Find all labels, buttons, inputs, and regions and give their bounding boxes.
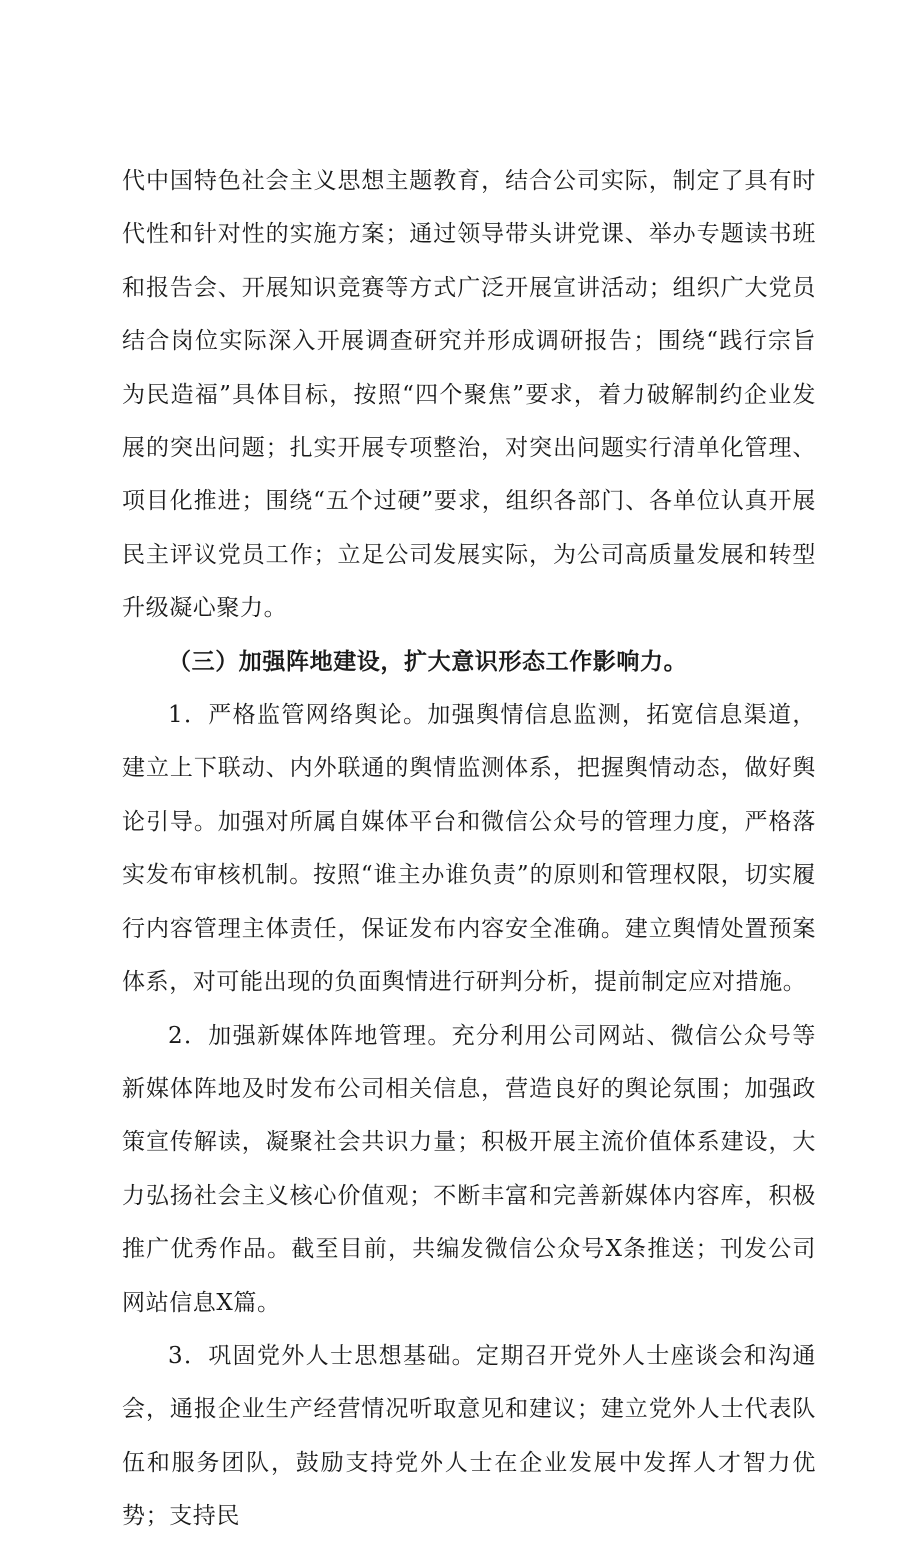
paragraph-item-2: 2．加强新媒体阵地管理。充分利用公司网站、微信公众号等新媒体阵地及时发布公司相关信息，营造良好的舆论氛围；加强政策宣传解读，凝聚社会共识力量；积极开展主流价值体系建设，大力弘扬社会主义核心价值观；不断丰富和完善新媒体内容库，积极推广优秀作品。截至目前，共编发微信公众号X条推送；刊发公司网站信息X篇。 — [122, 1022, 816, 1316]
paragraph-item-3: 3．巩固党外人士思想基础。定期召开党外人士座谈会和沟通会，通报企业生产经营情况听取意见和建议；建立党外人士代表队伍和服务团队，鼓励支持党外人士在企业发展中发挥人才智力优势；支持民 — [122, 1342, 816, 1530]
section-heading: （三）加强阵地建设，扩大意识形态工作影响力。 — [168, 648, 688, 675]
document-body — [122, 155, 816, 1544]
paragraph-continuation: 代中国特色社会主义思想主题教育，结合公司实际，制定了具有时代性和针对性的实施方案；通过领导带头讲党课、举办专题读书班和报告会、开展知识竞赛等方式广泛开展宣讲活动；组织广大党员结合岗位实际深入开展调查研究并形成调研报告；围绕“践行宗旨为民造福”具体目标，按照“四个聚焦”要求，着力破解制约企业发展的突出问题；扎实开展专项整治，对突出问题实行清单化管理、项目化推进；围绕“五个过硬”要求，组织各部门、各单位认真开展民主评议党员工作；立足公司发展实际，为公司高质量发展和转型升级凝心聚力。 — [122, 168, 816, 622]
paragraph-item-1: 1．严格监管网络舆论。加强舆情信息监测，拓宽信息渠道，建立上下联动、内外联通的舆情监测体系，把握舆情动态，做好舆论引导。加强对所属自媒体平台和微信公众号的管理力度，严格落实发布审核机制。按照“谁主办谁负责”的原则和管理权限，切实履行内容管理主体责任，保证发布内容安全准确。建立舆情处置预案体系，对可能出现的负面舆情进行研判分析，提前制定应对措施。 — [122, 702, 816, 996]
